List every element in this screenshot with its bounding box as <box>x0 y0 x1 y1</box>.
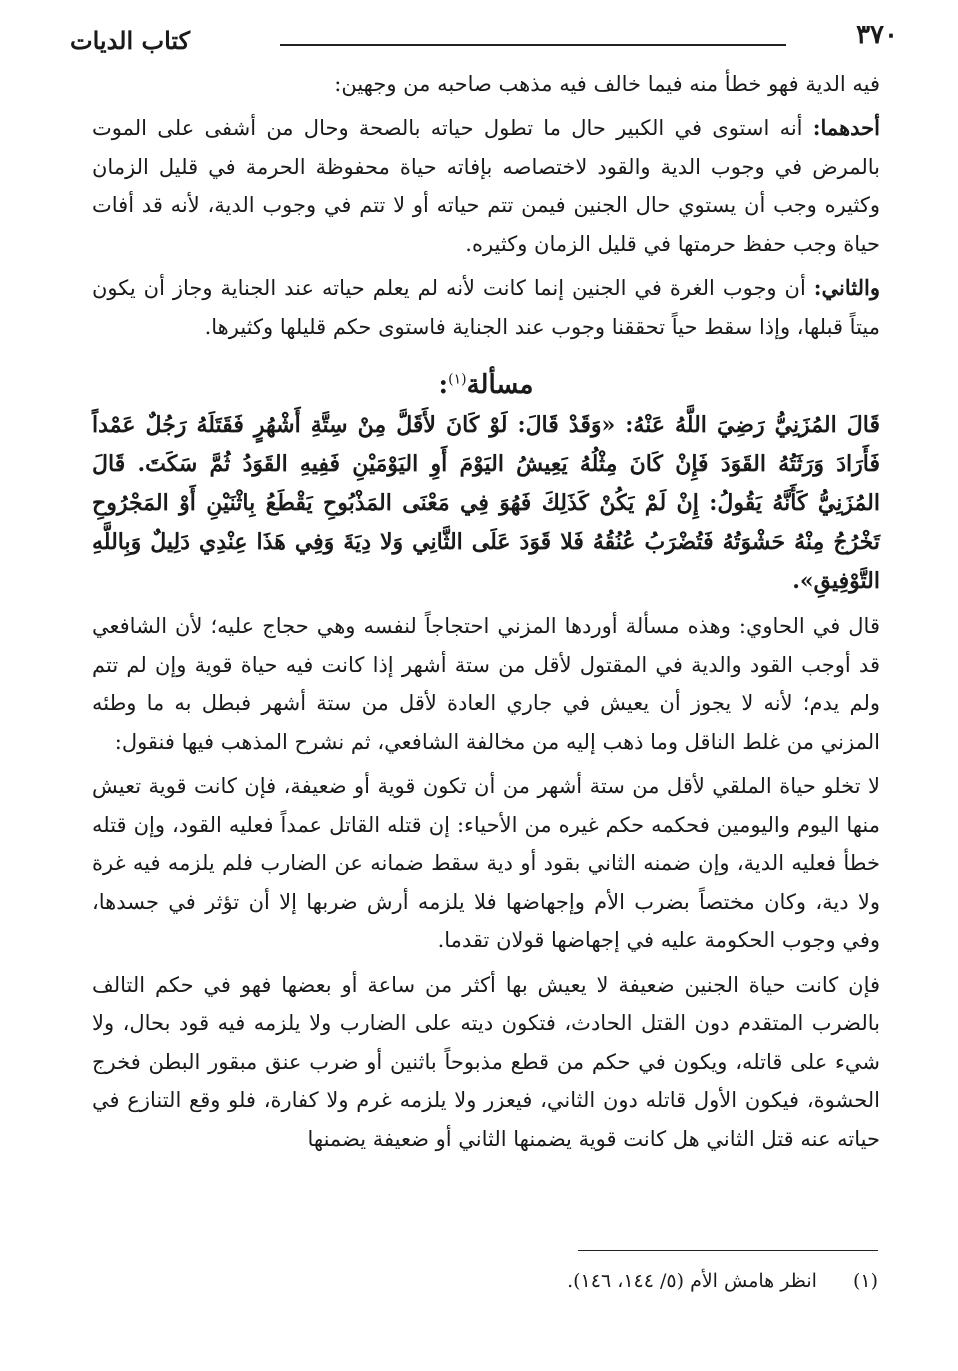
page-body <box>92 66 880 1164</box>
footnote-number: (١) <box>852 1270 878 1292</box>
running-title: كتاب الديات <box>70 26 191 55</box>
section-title-colon: : <box>438 370 449 400</box>
section-title-text: مسألة <box>466 370 534 400</box>
second-aspect-text: أن وجوب الغرة في الجنين إنما كانت لأنه لم يعلم حياته عند الجناية وجاز أن يكون ميتاً قبلها، وإذا سقط حياً تحققنا وجوب عند الجناية فاستوى حكم قليلها وكثيرها. <box>92 276 880 339</box>
footnote-text: انظر هامش الأم (٥/ ١٤٤، ١٤٦). <box>567 1270 817 1292</box>
second-aspect-label: والثاني: <box>813 275 880 300</box>
paragraph-second-aspect <box>92 269 880 346</box>
paragraph-weak-life: فإن كانت حياة الجنين ضعيفة لا يعيش بها أكثر من ساعة أو بعضها فهو في حكم التالف بالضرب المتقدم دون القتل الحادث، فتكون ديته على الضارب ولا يلزمه فيه قود بحال، ولا شيء على قاتله، ويكون في حكم من قطع مذبوحاً باثنين أو ضرب عنق مبقور البطن فخرج الحشوة، فيكون الأول قاتله دون الثاني، فيعزر ولا يلزمه غرم ولا كفارة، فلو وقع التنازع في حياته عنه قتل الثاني هل كانت قوية يضمنها الثاني أو ضعيفة يضمنها <box>92 972 880 1151</box>
page-header <box>70 18 898 58</box>
footnote-ref[interactable]: (١) <box>448 371 467 388</box>
section-heading <box>92 370 880 400</box>
section-title <box>439 370 534 400</box>
paragraph-strong-life: لا تخلو حياة الملقي لأقل من ستة أشهر من أن تكون قوية أو ضعيفة، فإن كانت قوية تعيش منها اليوم واليومين فحكمه حكم غيره من الأحياء: إن قتله القاتل عمداً فعليه القود، وإن قتله خطأ فعليه الدية، وإن ضمنه الثاني بقود أو دية سقط ضمانه عن الضارب فلم يلزمه فيه غرة ولا دية، وكان مختصاً بضرب الأم وإجهاضها فلا يلزمه أرش ضربها إلا أن تؤثر في جسدها، وفي وجوب الحكومة عليه في إجهاضها قولان تقدما. <box>92 774 880 952</box>
footnotes <box>88 1250 878 1295</box>
first-aspect-text: أنه استوى في الكبير حال ما تطول حياته بالصحة وحال من أشفى على الموت بالمرض في وجوب الدية والقود لاختصاصه بإفاته حياة محفوظة الحرمة في قليل الزمان وكثيره وجب أن يستوي حال الجنين فيمن تتم حياته أو لا تتم في وجوب الدية، لأنه قد أفات حياة وجب حفظ حرمتها في قليل الزمان وكثيره. <box>92 116 880 256</box>
footnote <box>88 1267 878 1295</box>
footnote-rule <box>578 1250 878 1251</box>
page-number: ٣٧٠ <box>856 20 898 50</box>
paragraph-intro: فيه الدية فهو خطأ منه فيما خالف فيه مذهب صاحبه من وجهين: <box>334 72 880 96</box>
header-rule <box>280 44 786 46</box>
paragraph-first-aspect <box>92 109 880 263</box>
first-aspect-label: أحدهما: <box>812 115 880 140</box>
paragraph-hawi: قال في الحاوي: وهذه مسألة أوردها المزني احتجاجاً لنفسه وهي حجاج عليه؛ لأن الشافعي قد أوجب القود والدية في المقتول لأقل من ستة أشهر إذا كانت فيه حياة قوية وإن لم تتم ولم يدم؛ لأنه لا يجوز أن يعيش في جاري العادة لأقل من ستة أشهر فبطل به ما وطئه المزني من غلط الناقل وما ذهب إليه من مخالفة الشافعي، ثم نشرح المذهب فيها فنقول: <box>92 614 880 754</box>
muzani-quote: قَالَ المُزَنِيُّ رَضِيَ اللَّهُ عَنْهُ: «وَقَدْ قَالَ: لَوْ كَانَ لأَقَلَّ مِنْ سِتَّةِ أَشْهُرٍ فَقَتَلَهُ رَجُلٌ عَمْداً فَأَرَادَ وَرَثَتُهُ القَوَدَ فَإِنْ كَانَ مِثْلُهُ يَعِيشُ اليَوْمَ أَوِ اليَوْمَيْنِ فَفِيهِ القَوَدُ ثُمَّ سَكَتَ. قَالَ المُزَنِيُّ كَأَنَّهُ يَقُولُ: إِنْ لَمْ يَكُنْ كَذَلِكَ فَهُوَ فِي مَعْنَى المَذْبُوحِ يَقْطَعُ بِاثْنَيْنِ أَوْ المَجْرُوحِ تَخْرُجُ مِنْهُ حَشْوَتُهُ فَتُضْرَبُ عُنُقُهُ فَلا قَوَدَ عَلَى الثَّانِي وَلا دِيَةَ وَفِي هَذَا عِنْدِي دَلِيلٌ وَبِاللَّهِ التَّوْفِيقِ». <box>92 412 880 594</box>
